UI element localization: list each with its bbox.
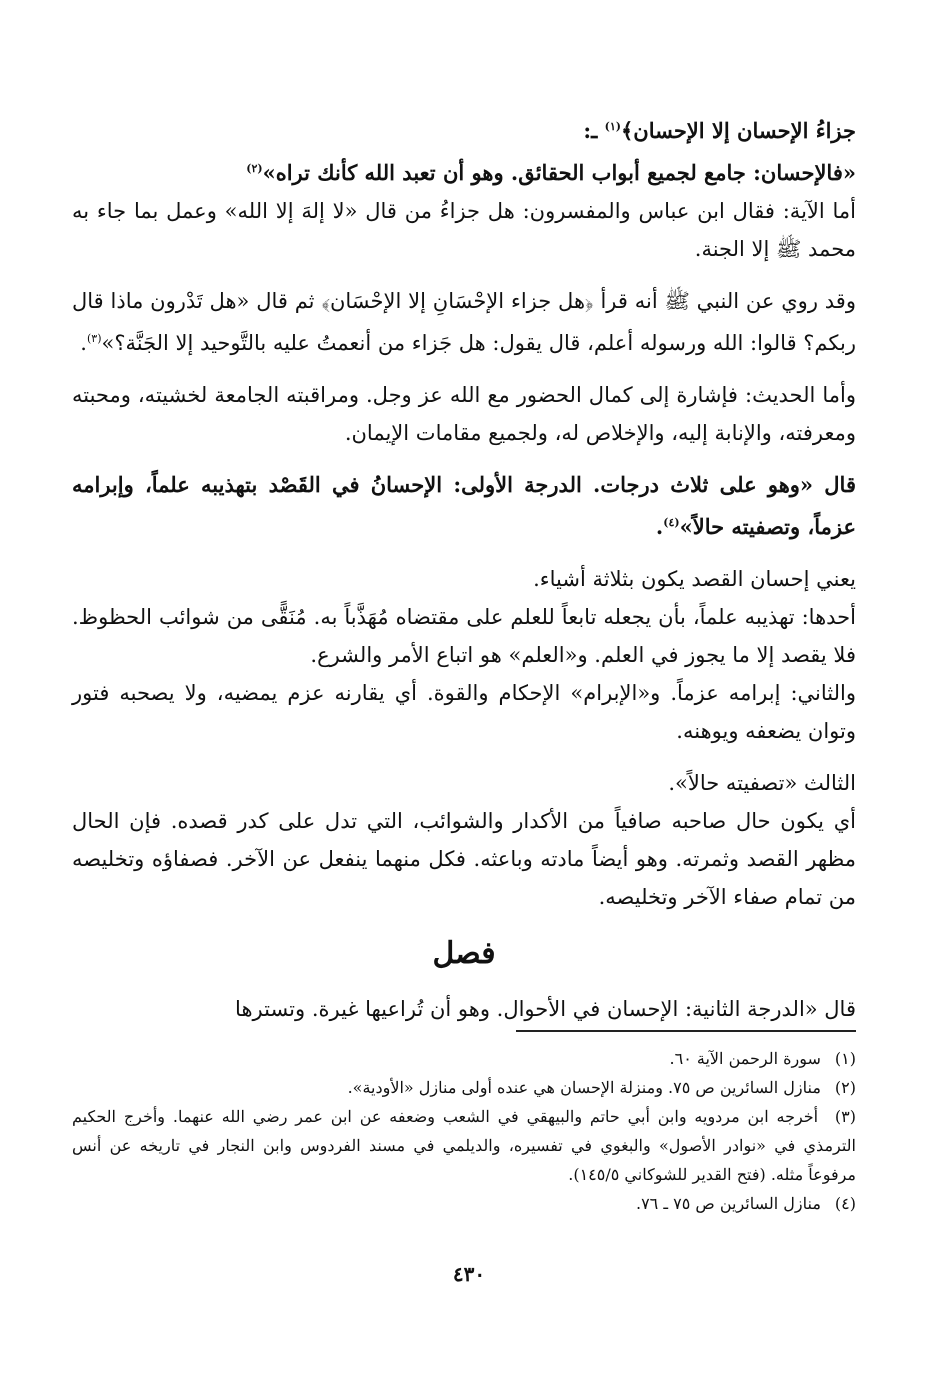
footnote-ref: (١) xyxy=(604,120,621,133)
footnote-text: منازل السائرين ص ٧٥ ـ ٧٦. xyxy=(635,1194,821,1213)
footnote-item xyxy=(72,1073,856,1102)
footnote-text: منازل السائرين ص ٧٥. ومنزلة الإحسان هي عنده أولى منازل «الأودية». xyxy=(347,1078,821,1097)
paragraph-text: وقد روي عن النبي ﷺ أنه قرأ ﴿هل جزاء الإحْسَانِ إلا الإحْسَان﴾ ثم قال «هل تَدْرون ماذا قال ربكم؟ قالوا: الله ورسوله أعلم، قال يقول: هل جَزاء من أنعمتُ عليه بالتَّوحيد إلا الجَنَّة؟» xyxy=(72,289,856,355)
paragraph-hadith-explanation: وأما الحديث: فإشارة إلى كمال الحضور مع الله عز وجل. ومراقبته الجامعة لخشيته، ومحبته ومعرفته، والإنابة إليه، والإخلاص له، ولجميع مقامات الإيمان. xyxy=(72,383,856,445)
paragraph-first-degree: قال «وهو على ثلاث درجات. الدرجة الأولى: الإحسانُ في القَصْد بتهذيبه علماً، وإبرامه عزماً، وتصفيته حالاً»$^{(٤)}$. xyxy=(72,472,856,539)
verse-text: جزاءُ الإحسان إلا الإحسان﴾ xyxy=(620,118,856,143)
verse-end: ـ: xyxy=(583,118,605,143)
footnote-divider xyxy=(516,1030,856,1032)
footnote-number: (٢) xyxy=(834,1078,856,1097)
definition-text: «فالإحسان: جامع لجميع أبواب الحقائق. وهو أن تعبد الله كأنك تراه» xyxy=(262,160,856,185)
footnote-text: أخرجه ابن مردويه وابن أبي حاتم والبيهقي في الشعب وضعفه عن ابن عمر رضي الله عنهما. وأخرج الحكيم الترمذي في «نوادر الأصول» والبغوي في تفسيره، والديلمي في مسند الفردوس وابن النجار في تاريخه عن أنس مرفوعاً مثله. (فتح القدير للشوكاني ١٤٥/٥). xyxy=(72,1107,856,1184)
page-number: ٤٣٠ xyxy=(452,1262,486,1286)
footnote-ref: (٤) xyxy=(663,516,680,529)
verse-line xyxy=(72,108,856,150)
footnote-ref: (٢) xyxy=(246,162,263,175)
paragraph-state-purity: أي يكون حال صاحبه صافياً من الأكدار والشوائب، التي تدل على كدر قصده. فإن الحال مظهر القصد وثمرته. وهو أيضاً مادته وباعثه. فكل منهما ينفعل عن الآخر. فصفاؤه وتخليصه من تمام صفاء الآخر وتخليصه. xyxy=(72,809,856,909)
paragraph-second-thing: والثاني: إبرامه عزماً. و«الإبرام» الإحكام والقوة. أي يقارنه عزم يمضيه، ولا يصحبه فتور وتوان يضعفه ويوهنه. xyxy=(72,681,856,743)
footnote-item xyxy=(72,1044,856,1073)
footnote-number: (١) xyxy=(834,1049,856,1068)
paragraph-second-degree: قال «الدرجة الثانية: الإحسان في الأحوال. وهو أن تُراعيها غيرة. وتسترها xyxy=(235,997,856,1021)
footnote-ref: (٣) xyxy=(86,332,102,345)
footnote-item xyxy=(72,1102,856,1189)
paragraph-ayah: أما الآية: فقال ابن عباس والمفسرون: هل جزاءُ من قال «لا إلهَ إلا الله» وعمل بما جاء به محمد ﷺ إلا الجنة. xyxy=(72,199,856,261)
paragraph-third-thing: الثالث «تصفيته حالاً». xyxy=(668,771,856,795)
paragraph-first-thing: أحدها: تهذيبه علماً، بأن يجعله تابعاً للعلم على مقتضاه مُهَذَّباً به. مُنَقًّى من شوائب الحظوظ. فلا يقصد إلا ما يجوز في العلم. و«العلم» هو اتباع الأمر والشرع. xyxy=(72,605,856,667)
footnote-text: سورة الرحمن الآية ٦٠. xyxy=(669,1049,821,1068)
footnotes xyxy=(72,1044,856,1218)
definition-line xyxy=(72,150,856,192)
paragraph-hadith-narration: وقد روي عن النبي ﷺ أنه قرأ ﴿هل جزاء الإحْسَانِ إلا الإحْسَان﴾ ثم قال «هل تَدْرون ماذا قال ربكم؟ قالوا: الله ورسوله أعلم، قال يقول: هل جَزاء من أنعمتُ عليه بالتَّوحيد إلا الجَنَّة؟»$^{(٣)}$. xyxy=(72,289,856,355)
footnote-item xyxy=(72,1189,856,1218)
paragraph-three-things: يعني إحسان القصد يكون بثلاثة أشياء. xyxy=(533,567,856,591)
paragraph-text: قال «وهو على ثلاث درجات. الدرجة الأولى: الإحسانُ في القَصْد بتهذيبه علماً، وإبرامه عزماً، وتصفيته حالاً» xyxy=(72,472,856,539)
footnote-number: (٤) xyxy=(834,1194,856,1213)
footnote-number: (٣) xyxy=(834,1107,856,1126)
section-title: فصل xyxy=(432,936,496,971)
